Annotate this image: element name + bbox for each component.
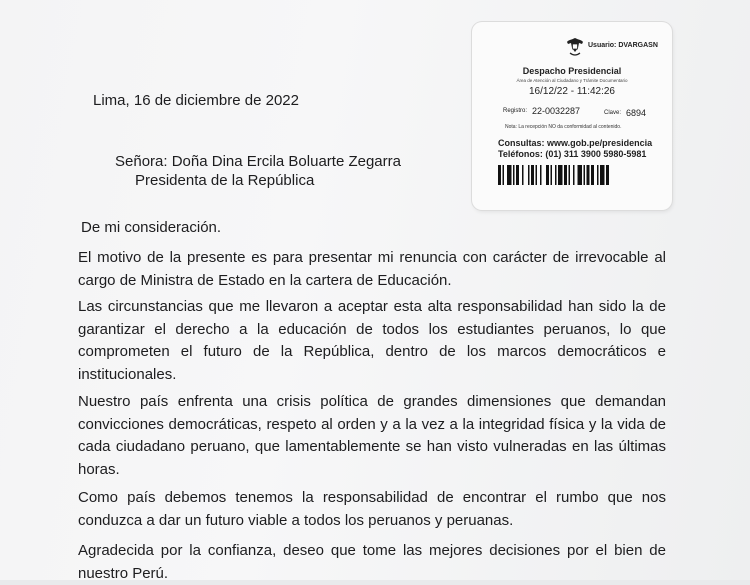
barcode-bar bbox=[555, 165, 557, 185]
reception-stamp bbox=[472, 22, 672, 210]
barcode-bar bbox=[536, 165, 538, 185]
barcode-bar bbox=[569, 165, 571, 185]
barcode-bar bbox=[573, 165, 575, 185]
stamp-area: Área de Atención al Ciudadano y Trámite Documentario bbox=[516, 78, 628, 83]
stamp-user: Usuario: DVARGASN bbox=[588, 42, 658, 49]
barcode-bar bbox=[578, 165, 583, 185]
barcode-bar bbox=[522, 165, 524, 185]
clave-label: Clave: bbox=[604, 110, 622, 116]
clave-value: 6894 bbox=[626, 108, 647, 118]
paragraph-resignation: El motivo de la presente es para presentar mi renuncia con carácter de irrevocable al cargo de Ministra de Estado en la cartera de Educación. bbox=[78, 249, 666, 289]
barcode-bar bbox=[558, 165, 563, 185]
barcode-bar bbox=[591, 165, 594, 185]
barcode-bar bbox=[513, 165, 515, 185]
recipient-title: Presidenta de la República bbox=[135, 172, 315, 189]
stamp-consultas: Consultas: www.gob.pe/presidencia bbox=[498, 138, 653, 148]
barcode-bar bbox=[597, 165, 599, 185]
barcode-bar bbox=[600, 165, 605, 185]
coat-of-arms-icon bbox=[564, 36, 586, 58]
barcode-bar bbox=[498, 165, 501, 185]
barcode-bar bbox=[606, 165, 609, 185]
greeting: De mi consideración. bbox=[81, 219, 222, 236]
barcode-bar bbox=[507, 165, 512, 185]
barcode-bar bbox=[564, 165, 567, 185]
registro-value: 22-0032287 bbox=[532, 106, 581, 116]
barcode-bar bbox=[540, 165, 542, 185]
letter-date: Lima, 16 de diciembre de 2022 bbox=[93, 92, 299, 109]
barcode-bar bbox=[546, 165, 549, 185]
stamp-note: Nota: La recepción NO da conformidad al contenido. bbox=[505, 124, 622, 130]
barcode-bar bbox=[584, 165, 586, 185]
barcode-bar bbox=[503, 165, 505, 185]
barcode-bar bbox=[587, 165, 590, 185]
paragraph-circumstances: Las circunstancias que me llevaron a aceptar esta alta responsabilidad han sido la de garantizar el derecho a la educación de todos los estudiantes peruanos, lo que comprometen el futuro de la República, dentro de los marcos democráticos e institucionales. bbox=[78, 298, 666, 383]
barcode-bar bbox=[528, 165, 530, 185]
registro-label: Registro: bbox=[503, 108, 528, 114]
stamp-office: Despacho Presidencial bbox=[522, 66, 622, 76]
paragraph-closing: Agradecida por la confianza, deseo que tome las mejores decisiones por el bien de nuestro Perú. bbox=[78, 542, 666, 582]
stamp-telefonos: Teléfonos: (01) 311 3900 5980-5981 bbox=[498, 149, 647, 159]
barcode-bar bbox=[516, 165, 519, 185]
barcode-bar bbox=[531, 165, 534, 185]
recipient-name: Señora: Doña Dina Ercila Boluarte Zegarra bbox=[115, 153, 401, 170]
paragraph-country: Como país debemos tenemos la responsabilidad de encontrar el rumbo que nos conduzca a dar un futuro viable a todos los peruanos y peruanas. bbox=[78, 489, 666, 529]
paragraph-crisis: Nuestro país enfrenta una crisis política de grandes dimensiones que demandan convicciones democráticas, respeto al orden y a la vez a la integridad física y la vida de cada ciudadano peruano, que lamentablemente se han visto vulneradas en las últimas horas. bbox=[78, 393, 666, 478]
stamp-datetime: 16/12/22 - 11:42:26 bbox=[529, 86, 615, 97]
barcode-bar bbox=[551, 165, 553, 185]
barcode-icon bbox=[498, 165, 640, 185]
